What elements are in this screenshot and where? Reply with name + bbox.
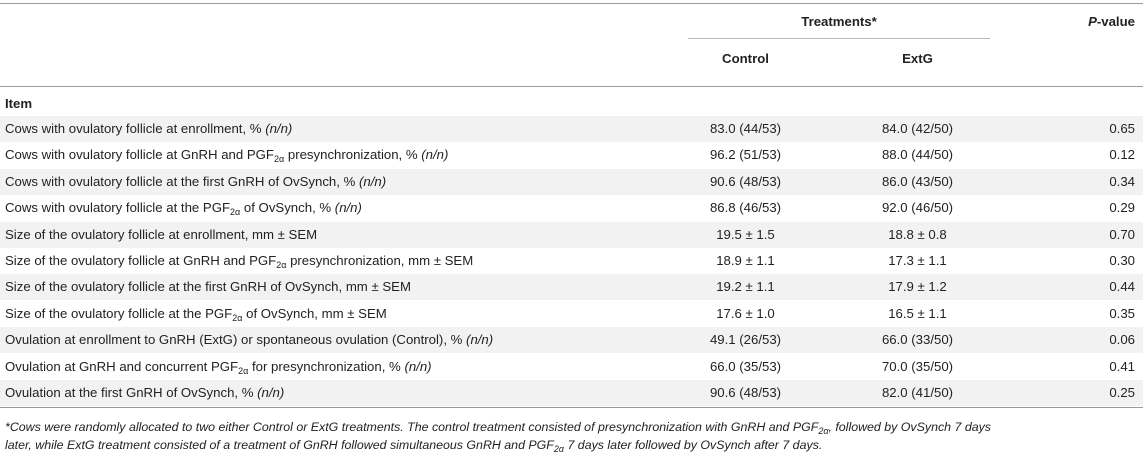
- item-subscript: 2α: [273, 154, 285, 165]
- item-text: presynchronization, mm ± SEM: [286, 253, 474, 268]
- p-value: 0.34: [1109, 173, 1135, 189]
- item-italic: (n/n): [466, 332, 494, 348]
- extg-value: 92.0 (46/50): [881, 200, 954, 216]
- p-value: 0.41: [1109, 358, 1135, 374]
- control-value: 83.0 (44/53): [709, 121, 782, 136]
- footnote-subscript: 2α: [818, 426, 829, 436]
- item-italic: (n/n): [257, 385, 285, 400]
- control-value: 96.2 (51/53): [709, 147, 782, 163]
- item-text: Size of the ovulatory follicle at the PGF: [5, 305, 233, 321]
- table-footnote: [5, 418, 1137, 454]
- item-text: presynchronization, %: [284, 147, 422, 163]
- control-value: 19.5 ± 1.5: [716, 226, 775, 242]
- row-item-label: [5, 121, 292, 136]
- item-text: Size of the ovulatory follicle at GnRH and PGF: [5, 253, 277, 268]
- item-text: Cows with ovulatory follicle at enrollment, %: [5, 121, 266, 136]
- treatments-underline: [688, 38, 990, 39]
- footnote-text: , followed by OvSynch 7 days: [828, 420, 992, 434]
- p-value: 0.30: [1109, 253, 1135, 268]
- item-text: Ovulation at enrollment to GnRH (ExtG) or spontaneous ovulation (Control), %: [5, 332, 467, 348]
- control-header: Control: [722, 51, 769, 66]
- header-rule: [0, 86, 1143, 87]
- control-value: 18.9 ± 1.1: [716, 253, 775, 268]
- control-value: 49.1 (26/53): [709, 332, 782, 348]
- item-text: for presynchronization, %: [248, 358, 405, 374]
- extg-value: 16.5 ± 1.1: [888, 305, 947, 321]
- row-item-label: [5, 359, 432, 374]
- top-rule: [0, 3, 1143, 4]
- item-text: Size of the ovulatory follicle at the first GnRH of OvSynch, mm ± SEM: [5, 279, 411, 295]
- extg-value: 88.0 (44/50): [881, 147, 954, 163]
- item-subscript: 2α: [238, 365, 249, 376]
- control-value: 19.2 ± 1.1: [716, 279, 775, 295]
- p-value: 0.44: [1109, 279, 1135, 295]
- extg-value: 82.0 (41/50): [881, 385, 954, 400]
- item-subscript: 2α: [276, 260, 287, 270]
- extg-value: 17.3 ± 1.1: [888, 253, 947, 268]
- item-text: of OvSynch, %: [240, 200, 335, 216]
- row-item-label: [5, 147, 449, 165]
- row-item-label: [5, 332, 493, 347]
- p-value: 0.06: [1109, 332, 1135, 348]
- item-subscript: 2α: [230, 207, 241, 218]
- control-value: 86.8 (46/53): [709, 200, 782, 216]
- row-item-label: [5, 253, 473, 268]
- bottom-rule: [0, 407, 1143, 408]
- item-subscript: 2α: [232, 312, 243, 323]
- footnote-text: later, while ExtG treatment consisted of a treatment of GnRH followed simultaneous GnRH and PGF: [5, 438, 554, 452]
- row-item-label: [5, 306, 387, 321]
- p-value: 0.70: [1109, 226, 1135, 242]
- control-value: 17.6 ± 1.0: [716, 305, 775, 321]
- extg-value: 18.8 ± 0.8: [888, 226, 947, 242]
- control-value: 90.6 (48/53): [709, 173, 782, 189]
- item-header: Item: [5, 96, 33, 111]
- p-value-rest: -value: [1096, 14, 1135, 29]
- footnote-line-1: [5, 418, 1137, 436]
- footnote-line-2: [5, 436, 1137, 454]
- extg-header: ExtG: [902, 51, 933, 66]
- row-item-label: [5, 279, 411, 294]
- extg-value: 17.9 ± 1.2: [888, 279, 947, 295]
- p-value-header: [1015, 14, 1135, 29]
- p-value: 0.29: [1109, 200, 1135, 216]
- row-item-label: [5, 174, 386, 189]
- footnote-text: *Cows were randomly allocated to two either Control or ExtG treatments. The control treatment consisted of presynchronization with GnRH and PGF: [5, 420, 819, 434]
- p-value-italic: P: [1088, 14, 1097, 29]
- item-italic: (n/n): [421, 147, 449, 163]
- row-item-label: [5, 200, 362, 218]
- item-text: Ovulation at GnRH and concurrent PGF: [5, 358, 239, 374]
- control-value: 90.6 (48/53): [709, 385, 782, 400]
- footnote-subscript: 2α: [553, 444, 565, 454]
- item-text: of OvSynch, mm ± SEM: [242, 305, 387, 321]
- item-italic: (n/n): [334, 200, 362, 216]
- item-text: Ovulation at the first GnRH of OvSynch, %: [5, 385, 258, 400]
- item-text: Size of the ovulatory follicle at enrollment, mm ± SEM: [5, 226, 318, 242]
- extg-value: 86.0 (43/50): [881, 173, 954, 189]
- footnote-text: 7 days later followed by OvSynch after 7 days.: [564, 438, 823, 452]
- control-value: 66.0 (35/53): [709, 358, 782, 374]
- p-value: 0.25: [1109, 385, 1135, 400]
- p-value: 0.35: [1109, 305, 1135, 321]
- row-item-label: [5, 385, 284, 400]
- item-italic: (n/n): [359, 173, 387, 189]
- item-text: Cows with ovulatory follicle at the PGF: [5, 200, 231, 216]
- treatments-header: Treatments*: [801, 14, 877, 29]
- extg-value: 66.0 (33/50): [881, 332, 954, 348]
- extg-value: 84.0 (42/50): [881, 121, 954, 136]
- item-text: Cows with ovulatory follicle at the first GnRH of OvSynch, %: [5, 173, 359, 189]
- p-value: 0.65: [1109, 121, 1135, 136]
- p-value: 0.12: [1109, 147, 1135, 163]
- item-text: Cows with ovulatory follicle at GnRH and PGF: [5, 147, 274, 163]
- extg-value: 70.0 (35/50): [881, 358, 954, 374]
- row-item-label: [5, 227, 317, 242]
- item-italic: (n/n): [265, 121, 293, 136]
- item-italic: (n/n): [404, 358, 432, 374]
